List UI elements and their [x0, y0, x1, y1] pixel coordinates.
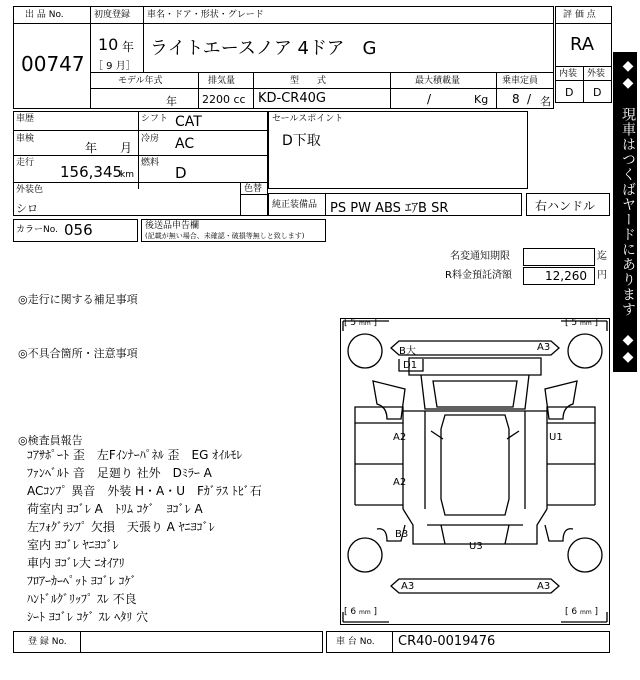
inspector-line: 車内 ﾖｺﾞﾚ大 ﾆｵｲｱﾘ [27, 556, 125, 570]
tire-rl-depth: [ 6 mm ] [344, 607, 378, 617]
fuel-label: 燃料 [141, 158, 160, 168]
tire-rl-value: 6 [350, 607, 357, 617]
model-label: 型 式 [290, 76, 327, 86]
shift-value: CAT [175, 114, 202, 130]
car-diagram [340, 318, 610, 625]
inspector-line: ﾊﾝﾄﾞﾙｸﾞﾘｯﾌﾟ ｽﾚ 不良 [27, 592, 137, 606]
model-value: KD-CR40G [258, 91, 326, 106]
mark-rear-center: U3 [469, 541, 483, 552]
reg-no-label: 登 録 No. [28, 637, 67, 647]
model-year-label: モデル年式 [118, 76, 163, 86]
sales-point-label: セールスポイント [272, 114, 344, 124]
mileage-label: 走行 [16, 158, 35, 168]
history-label: 車歴 [16, 114, 35, 124]
car-name-label: 車名・ドア・形状・グレード [147, 10, 264, 20]
tire-fr-depth: [ 5 mm ] [565, 318, 599, 328]
color-no-value: 056 [64, 221, 93, 239]
capacity-value: 8 [512, 92, 520, 106]
ext-color-value: シロ [16, 202, 38, 215]
score-value: RA [570, 34, 595, 55]
capacity-label: 乗車定員 [502, 76, 539, 86]
inspector-line: ｺｱｻﾎﾟｰﾄ 歪 左Fｲﾝﾅｰﾊﾟﾈﾙ 歪 EG ｵｲﾙﾓﾚ [27, 448, 243, 462]
first-reg-year: 10 [98, 35, 119, 54]
interior-score: D [565, 86, 574, 99]
first-reg-label: 初度登録 [94, 10, 131, 20]
mark-right-door: U1 [549, 432, 563, 443]
mileage-unit: km [120, 170, 134, 180]
lot-no-value: 00747 [21, 52, 85, 76]
capacity-unit: 名 [540, 95, 551, 108]
tire-rr-depth: [ 6 mm ] [565, 607, 599, 617]
color-no-label: カラーNo. [16, 225, 58, 235]
aftermarket-label: 後送品申告欄 [145, 221, 200, 231]
max-load-value: / [427, 92, 432, 106]
steering-value: 右ハンドル [535, 199, 596, 213]
deadline-field [523, 248, 595, 266]
genuine-equip-label: 純正装備品 [272, 200, 318, 210]
inspector-line: ACｺﾝﾌﾟ 異音 外装 H・A・U Fｶﾞﾗｽ ﾄﾋﾞ石 [27, 484, 262, 498]
mark-bumper-front-r: A3 [537, 342, 551, 353]
tire-rr-unit: mm [579, 609, 592, 616]
mark-bumper-front: B大 [399, 346, 416, 357]
inspection-month: 月 [120, 141, 133, 155]
tire-rl-unit: mm [358, 609, 371, 616]
tire-fr-unit: mm [579, 320, 592, 327]
tire-rr-value: 6 [571, 607, 578, 617]
tire-fl-value: 5 [350, 318, 357, 328]
sales-point-value: D下取 [282, 133, 321, 149]
mark-left-front-door: A2 [393, 432, 407, 443]
first-reg-year-unit: 年 [122, 40, 135, 54]
mark-left-rear-door: A2 [393, 477, 407, 488]
inspector-line: ﾌﾛｱｰｶｰﾍﾟｯﾄ ﾖｺﾞﾚ ｺｹﾞ [27, 574, 137, 588]
tire-fl-unit: mm [358, 320, 371, 327]
displacement-value: 2200 cc [202, 93, 246, 106]
defects-heading: ◎不具合箇所・注意事項 [18, 347, 138, 360]
aircon-value: AC [175, 136, 195, 152]
aircon-label: 冷房 [141, 134, 160, 144]
exterior-score: D [593, 86, 602, 99]
aftermarket-note: (記載が無い場合、未確認・破損等無しと致します) [145, 232, 305, 240]
mark-d1: D1 [403, 360, 418, 371]
displacement-label: 排気量 [208, 76, 236, 86]
r-fee-unit: 円 [597, 270, 607, 281]
ext-color-label: 外装色 [16, 185, 44, 195]
capacity-slash: / [527, 92, 532, 106]
max-load-label: 最大積載量 [415, 76, 461, 86]
r-fee-value: 12,260 [545, 269, 587, 283]
deadline-unit: 迄 [597, 251, 607, 262]
tire-fl-depth: [ 5 mm ] [344, 318, 378, 328]
chassis-no-value: CR40-0019476 [398, 634, 496, 649]
exterior-label: 外装 [587, 69, 606, 79]
first-reg-month: ［ 9 月］ [93, 61, 136, 72]
mark-rear-left: B3 [395, 529, 409, 540]
interior-label: 内装 [559, 69, 578, 79]
inspection-label: 車検 [16, 134, 35, 144]
side-banner: ◆◆ 現車はつくばヤードにあります ◆◆ [613, 52, 637, 372]
deadline-label: 名変通知期限 [450, 251, 510, 262]
supplementary-heading: ◎走行に関する補足事項 [18, 293, 138, 306]
car-name-value: ライトエースノア 4ドア G [150, 38, 377, 59]
chassis-no-label: 車 台 No. [336, 637, 375, 647]
color-change-label: 色替 [244, 184, 263, 194]
max-load-unit: Kg [474, 93, 489, 106]
r-fee-label: R料金預託済額 [445, 270, 512, 281]
inspector-line: ｼｰﾄ ﾖｺﾞﾚ ｺｹﾞ ｽﾚ ﾍﾀﾘ 穴 [27, 610, 149, 624]
mark-rear-bumper-l: A3 [401, 581, 415, 592]
tire-fr-value: 5 [571, 318, 578, 328]
inspector-line: ﾌｧﾝﾍﾞﾙﾄ 音 足廻り 社外 Dﾐﾗｰ A [27, 466, 212, 480]
shift-label: シフト [141, 114, 169, 124]
lot-no-label: 出 品 No. [25, 10, 64, 20]
genuine-equip-value: PS PW ABS ｴｱB SR [330, 201, 449, 216]
score-label: 評 価 点 [563, 10, 596, 20]
inspector-line: 荷室内 ﾖｺﾞﾚ A ﾄﾘﾑ ｺｹﾞ ﾖｺﾞﾚ A [27, 502, 203, 516]
inspector-line: 左ﾌｫｸﾞﾗﾝﾌﾟ 欠損 天張り A ﾔﾆﾖｺﾞﾚ [27, 520, 215, 534]
fuel-value: D [175, 164, 187, 182]
model-year-unit: 年 [166, 95, 177, 108]
inspector-line: 室内 ﾖｺﾞﾚ ﾔﾆﾖｺﾞﾚ [27, 538, 119, 552]
mileage-value: 156,345 [60, 163, 123, 181]
mark-rear-bumper-r: A3 [537, 581, 551, 592]
inspection-year: 年 [85, 141, 98, 155]
inspector-heading: ◎検査員報告 [18, 434, 83, 447]
